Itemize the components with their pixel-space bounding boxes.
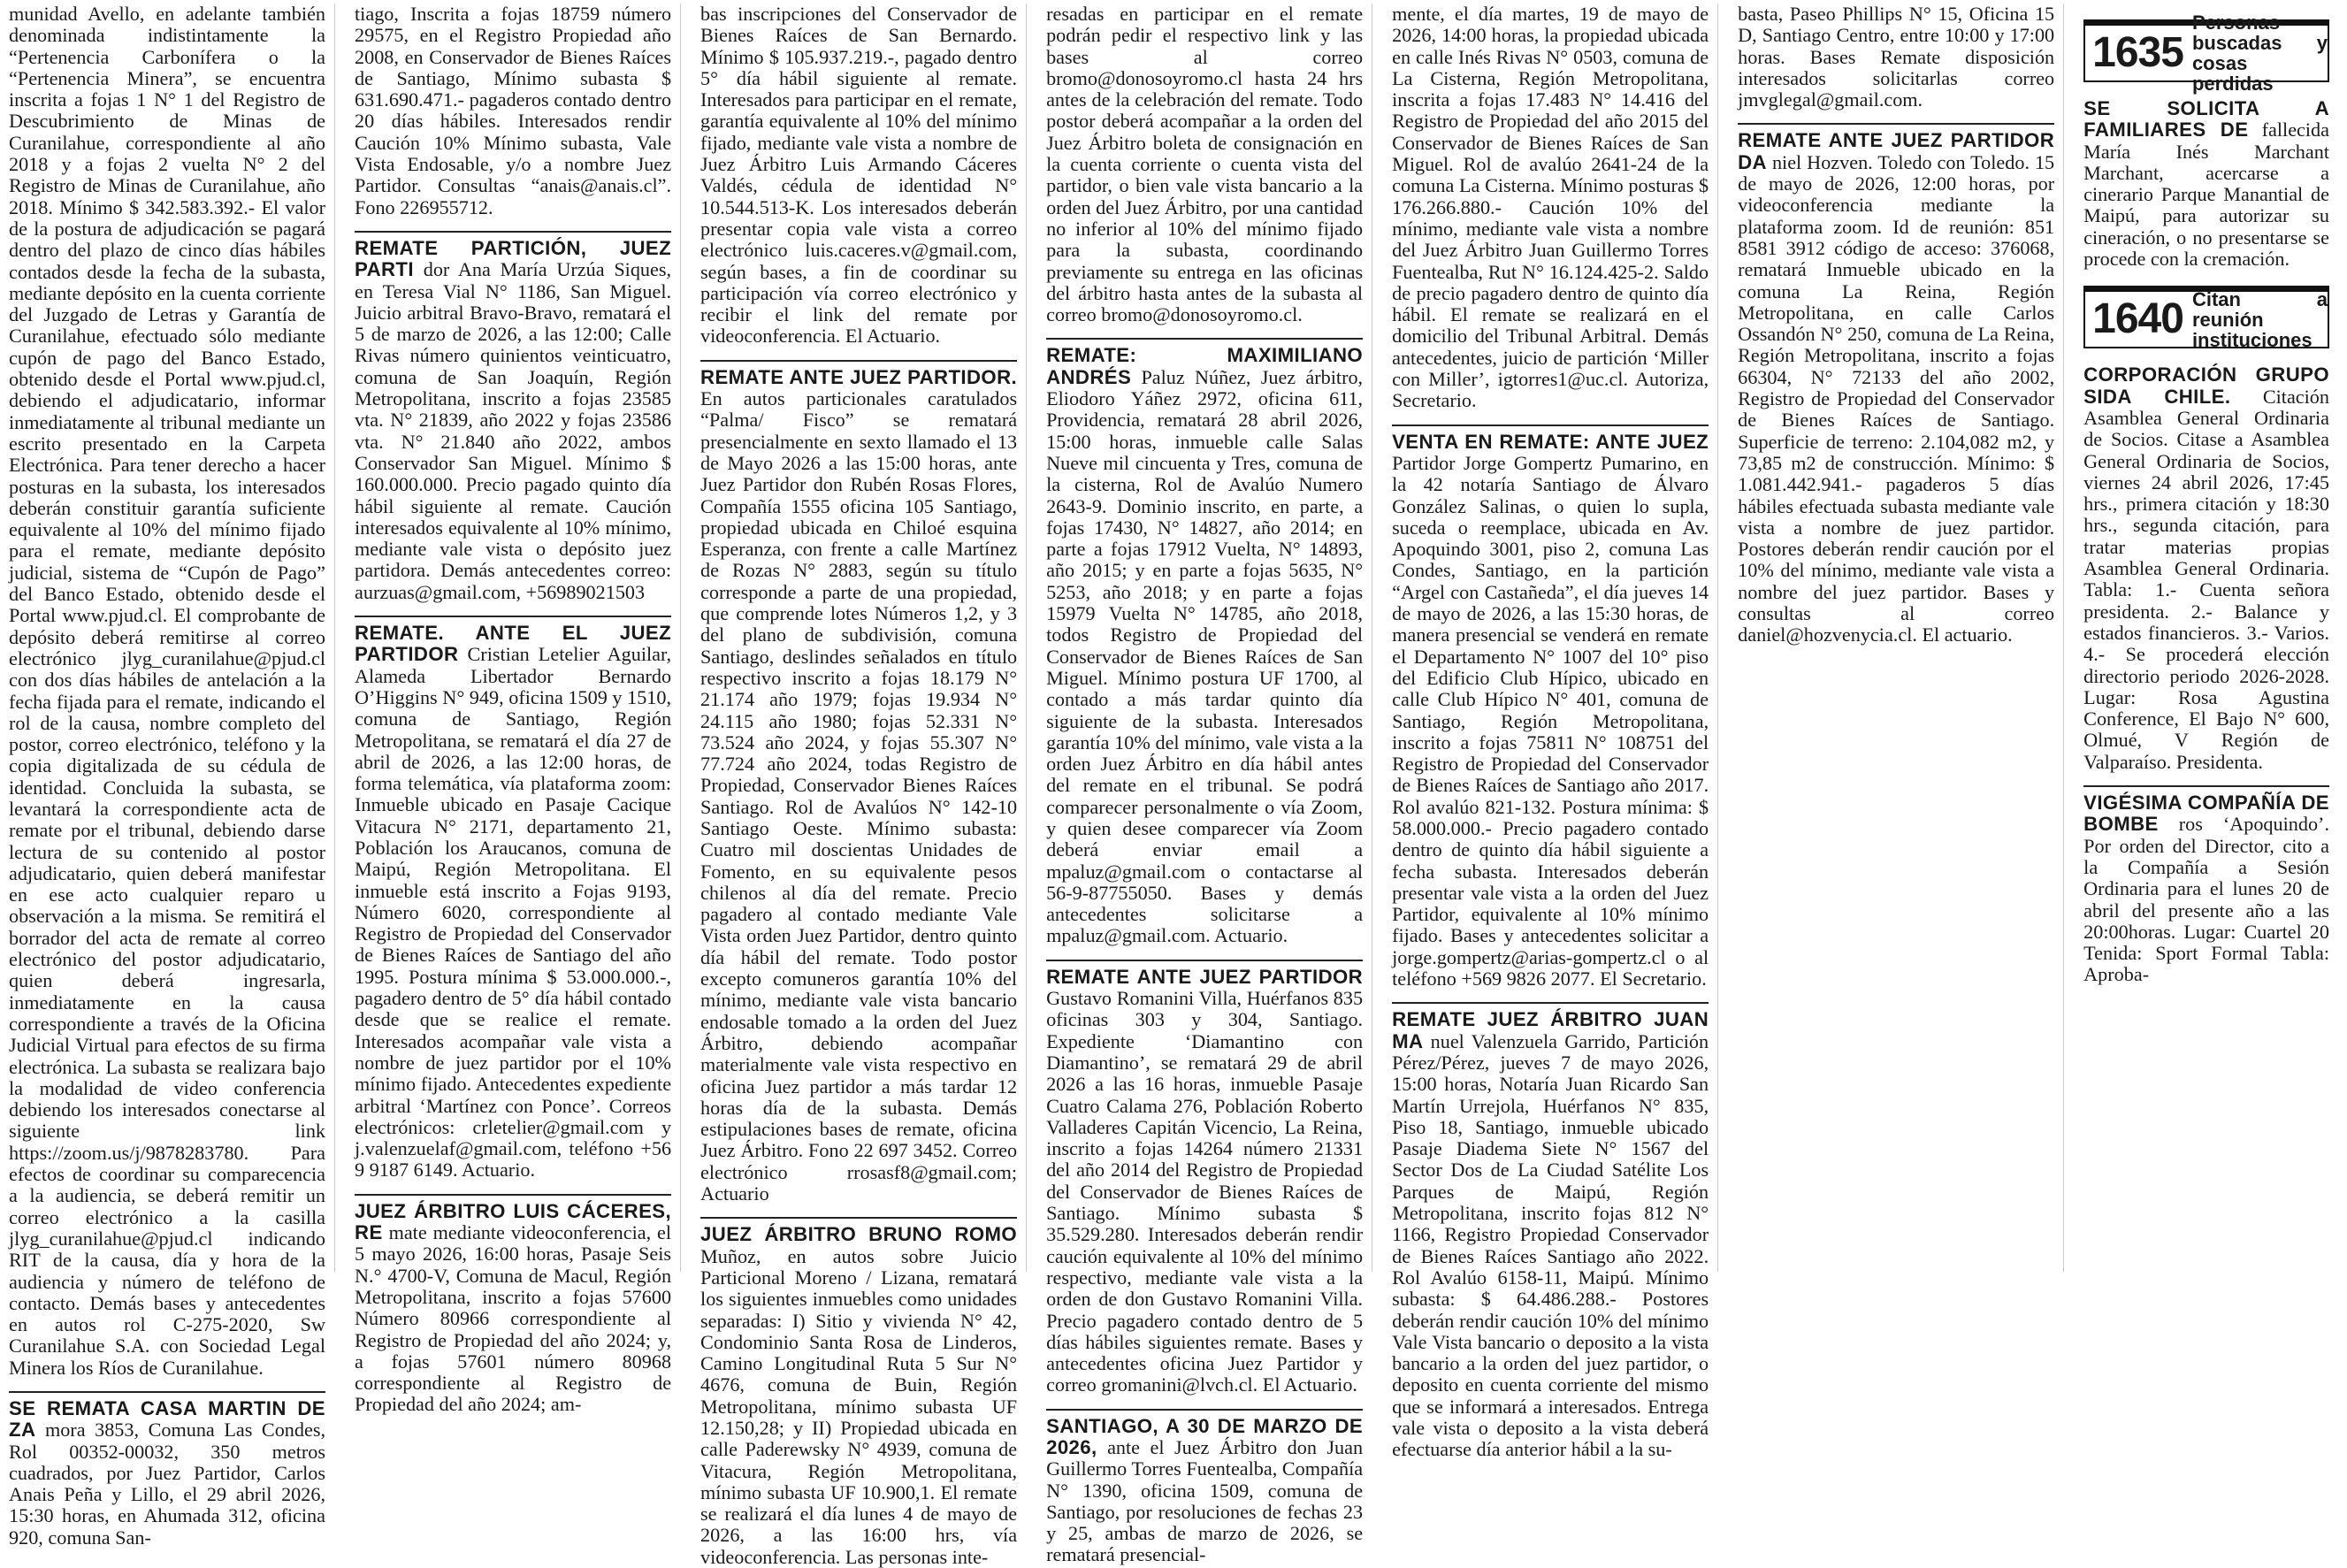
notice bbox=[700, 4, 1017, 348]
notice bbox=[2083, 364, 2329, 773]
notice bbox=[1738, 4, 2054, 111]
divider bbox=[355, 616, 671, 617]
divider bbox=[1046, 338, 1363, 340]
notice-heading: SANTIAGO, A 30 DE MARZO DE 2026, bbox=[1046, 1414, 1364, 1458]
divider bbox=[1392, 1002, 1709, 1004]
section-header-1640 bbox=[2083, 286, 2329, 351]
notice bbox=[700, 367, 1017, 1205]
notice-body: mente, el día martes, 19 de mayo de 2026, 14:00 horas, la propiedad ubicada en calle Inés Rivas N° 0503, comuna de La Cisterna, Región Metropolitana, inscrita a fojas 17.483 N° 14.416 del Registro de Propiedad del año 2015 del Conservador de Bienes Raíces de San Miguel. Rol de avalúo 2641-24 de la comuna La Cisterna. Mínimo posturas $ 176.266.880.- Caución 10% del mínimo, mediante vale vista a nombre del Juez Árbitro Juan Guillermo Torres Fuentealba, Rut N° 16.124.425-2. Saldo de precio pagadero dentro de quinto día hábil. El remate se realizará en el domicilio del Tribunal Arbitral. Demás antecedentes, juicio de partición ‘Miller con Miller’, igtorres1@uc.cl. Autoriza, Secretario. bbox=[1392, 3, 1709, 412]
column-4 bbox=[1046, 3, 1372, 1566]
notice bbox=[1046, 4, 1363, 325]
divider bbox=[700, 360, 1017, 362]
notice-body: ros ‘Apoquindo’. Por orden del Director, cito a la Compañía a Sesión Ordinaria para el lunes 20 de abril del presente año a las 20:00horas. Lugar: Cuartel 20 Tenida: Sport Formal Tabla: Aproba- bbox=[2083, 813, 2329, 986]
divider bbox=[1738, 123, 2054, 125]
divider bbox=[9, 1391, 325, 1393]
notice bbox=[1046, 967, 1363, 1396]
notice bbox=[355, 4, 671, 218]
notice bbox=[9, 1398, 325, 1549]
notice bbox=[1046, 345, 1363, 946]
section-label: Citan a reunión instituciones bbox=[2191, 287, 2328, 351]
notice-heading: JUEZ ÁRBITRO LUIS CÁCERES, RE bbox=[355, 1199, 672, 1244]
notice-heading: REMATE: MAXIMILIANO ANDRÉS bbox=[1046, 344, 1364, 388]
section-number: 1640 bbox=[2092, 295, 2183, 343]
notice bbox=[355, 623, 671, 1182]
notice-heading: REMATE ANTE JUEZ PARTIDOR DA bbox=[1738, 129, 2055, 173]
notice bbox=[2083, 98, 2329, 270]
notice-body: En autos particionales caratulados “Palma/ Fisco” se rematará presencialmente en sexto llamado el 13 de Mayo 2026 a las 15:00 horas, ante Juez Partidor don Rubén Rosas Flores, Compañía 1555 oficina 105 Santiago, propiedad ubicada en Chiloé esquina Esperanza, con frente a calle Martínez de Rozas N° 2883, según su título corresponde a parte de una propiedad, que comprende lotes Números 1,2, y 3 del plano de subdivisión, comuna Santiago, deslindes señalados en título respectivo inscrito a fojas 18.179 N° 21.174 año 1979; fojas 19.934 N° 24.115 año 1980; fojas 52.331 N° 73.524 año 2024, y fojas 55.307 N° 77.724 año 2024, todas Registro de Propiedad, Conservador Bienes Raíces Santiago. Rol de Avalúos N° 142-10 Santiago Oeste. Mínimo subasta: Cuatro mil doscientas Unidades de Fomento, en su equivalente pesos chilenos al día del remate. Precio pagadero al contado mediante Vale Vista orden Juez Partidor, dentro quinto día hábil del remate. Todo postor excepto comuneros garantía 10% del mínimo, mediante vale vista bancario endosable tomado a la orden del Juez Árbitro, debiendo acompañar materialmente vale vista respectivo en oficina Juez partidor a más tardar 12 horas día de la subasta. Demás estipulaciones bases de remate, oficina Juez Árbitro. Fono 22 697 3452. Correo electrónico rrosasf8@gmail.com; Actuario bbox=[700, 387, 1018, 1205]
notice-body: Muñoz, en autos sobre Juicio Particional Moreno / Lizana, rematará los siguientes inmuebles como unidades separadas: I) Sitio y vivienda N° 42, Condominio Santa Rosa de Linderos, Camino Longitudinal Ruta 5 Sur N° 4676, comuna de Buin, Región Metropolitana, mínimo subasta UF 12.150,28; y II) Propiedad ubicada en calle Paderewsky N° 4939, comuna de Vitacura, Región Metropolitana, mínimo subasta UF 10.900,1. El remate se realizará el día lunes 4 de mayo de 2026, a las 16:00 hrs, vía videoconferencia. Las personas inte- bbox=[700, 1244, 1018, 1568]
section-number: 1635 bbox=[2092, 29, 2183, 76]
notice-heading: REMATE ANTE JUEZ PARTIDOR. bbox=[700, 365, 1018, 388]
notice bbox=[355, 238, 671, 603]
notice bbox=[355, 1201, 671, 1416]
column-5 bbox=[1392, 3, 1718, 1461]
notice bbox=[700, 1224, 1017, 1568]
notice-body: tiago, Inscrita a fojas 18759 número 29575, en el Registro Propiedad año 2008, en Conservador de Bienes Raíces de Santiago, Mínimo subasta $ 631.690.471.- pagaderos contado dentro 20 días hábiles. Interesados rendir Caución 10% Mínimo subasta, Vale Vista Endosable, y/o a nombre Juez Partidor. Consultas “anais@anais.cl”. Fono 226955712. bbox=[355, 3, 672, 218]
notice-body: Partidor Jorge Gompertz Pumarino, en la 42 notaría Santiago de Álvaro González Salinas, o quien lo supla, suceda o reemplace, ubicada en Av. Apoquindo 3001, piso 2, comuna Las Condes, Santiago, en la partición “Argel con Castañeda”, el día jueves 14 de mayo de 2026, a las 15:30 horas, de manera presencial se venderá en remate el Departamento N° 1007 del 10° piso del Edificio Club Hípico, ubicado en calle Club Hípico N° 401, comuna de Santiago, Región Metropolitana, inscrito a fojas 75811 N° 108751 del Registro de Propiedad del Conservador de Bienes Raíces de Santiago año 2017. Rol avalúo 821-132. Postura mínima: $ 58.000.000.- Precio pagadero contado dentro de quinto día hábil siguiente a fecha subasta. Interesados deberán presentar vale vista a la orden del Juez Partidor, equivalente al 10% mínimo fijado. Bases y antecedentes solicitar a jorge.gompertz@arias-gompertz.cl o al teléfono +569 9826 2077. El Secretario. bbox=[1392, 451, 1709, 991]
notice-body: dor Ana María Urzúa Siques, en Teresa Vial N° 1186, San Miguel. Juicio arbitral Bravo-Bravo, rematará el 5 de marzo de 2026, a las 12:00; Calle Rivas número quinientos veinticuatro, comuna de San Joaquín, Región Metropolitana, inscrito a fojas 23585 vta. N° 21839, año 2022 y fojas 23586 vta. N° 21.840 año 2022, ambos Conservador San Miguel. Mínimo $ 160.000.000. Precio pagado quinto día hábil siguiente al remate. Caución interesados equivalente al 10% mínimo, mediante vale vista o depósito juez partidora. Demás antecedentes correo: aurzuas@gmail.com, +56989021503 bbox=[355, 258, 672, 603]
column-2 bbox=[355, 3, 681, 1416]
notice-body: resadas en participar en el remate podrán pedir el respectivo link y las bases al correo bromo@donosoyromo.cl hasta 24 hrs antes de la celebración del remate. Todo postor deberá acompañar a la orden del Juez Árbitro boleta de consignación en la cuenta corriente o cuenta vista del partidor, o bien vale vista bancario a la orden del Juez Árbitro, por una cantidad no inferior al 10% del mínimo fijado para la subasta, coordinando previamente su entrega en las oficinas del árbitro hasta antes de la subasta al correo bromo@donosoyromo.cl. bbox=[1046, 3, 1364, 326]
notice bbox=[1392, 4, 1709, 412]
divider bbox=[1046, 960, 1363, 961]
notice-heading: REMATE. ANTE EL JUEZ PARTIDOR bbox=[355, 622, 672, 666]
column-7 bbox=[2083, 4, 2338, 1272]
notice-body: munidad Avello, en adelante también denominada indistintamente la “Pertenencia Carbonífera o la “Pertenencia Minera”, se encuentra inscrita a fojas 1 N° 1 del Registro de Descubrimiento de Minas de Curanilahue, correspondiente al año 2018 y a fojas 2 vuelta N° 2 del Registro de Minas de Curanilahue, año 2018. Mínimo $ 342.583.392.- El valor de la postura de adjudicación se pagará dentro del plazo de cinco días hábiles contados desde la fecha de la subasta, mediante depósito en la cuenta corriente del Juzgado de Letras y Garantía de Curanilahue, efectuado sólo mediante cupón de pago del Banco Estado, obtenido desde el Portal www.pjud.cl, debiendo el adjudicatario, informar inmediatamente al tribunal mediante un escrito presentado en la Carpeta Electrónica. Para tener derecho a hacer posturas en la subasta, los interesados deberán constituir garantía suficiente equivalente al 10% del mínimo fijado para el remate, mediante depósito judicial, sistema de “Cupón de Pago” del Banco Estado, obtenido desde el Portal www.pjud.cl. El comprobante de depósito deberá remitirse al correo electrónico jlyg_curanilahue@pjud.cl con dos días hábiles de antelación a la fecha fijada para el remate, indicando el rol de la causa, nombre completo del postor, correo electrónico, teléfono y la copia digitalizada de su cédula de identidad. Concluida la subasta, se levantará la correspondiente acta de remate por el tribunal, debiendo darse lectura de su contenido al postor adjudicatario, quien deberá manifestar en ese acto cualquier reparo u observación a la misma. Se remitirá el borrador del acta de remate al correo electrónico del postor adjudicatario, quien deberá ingresarla, inmediatamente en la causa correspondiente a través de la Oficina Judicial Virtual para efectos de su firma electrónica. La subasta se realizara bajo la modalidad de video conferencia debiendo los interesados conectarse al siguiente link https://zoom.us/j/9878283780. Para efectos de coordinar su comparecencia a la audiencia, se deberá remitir un correo electrónico a la casilla jlyg_curanilahue@pjud.cl indicando RIT de la causa, día y hora de la audiencia y número de teléfono de contacto. Demás bases y antecedentes en autos rol C-275-2020, Sw Curanilahue S.A. con Sociedad Legal Minera los Ríos de Curanilahue. bbox=[9, 3, 326, 1379]
notice-body: mate mediante videoconferencia, el 5 mayo 2026, 16:00 horas, Pasaje Seis N.° 4700-V, Comuna de Macul, Región Metropolitana, inscrito a fojas 57600 Número 80966 correspondiente al Registro de Propiedad del año 2024; y, a fojas 57601 número 80968 correspondiente al Registro de Propiedad del año 2024; am- bbox=[355, 1221, 672, 1416]
divider bbox=[355, 1194, 671, 1196]
notice-body: Cristian Letelier Aguilar, Alameda Libertador Bernardo O’Higgins N° 949, oficina 1509 y 1510, comuna de Santiago, Región Metropolitana, se rematará el día 27 de abril de 2026, a las 12:00 horas, de forma telemática, vía plataforma zoom: Inmueble ubicado en Pasaje Cacique Vitacura N° 2171, departamento 21, Población los Araucanos, comuna de Maipú, Región Metropolitana. El inmueble está inscrito a Fojas 9193, Número 6020, correspondiente al Registro de Propiedad del Conservador de Bienes Raíces de Santiago del año 1995. Postura mínima $ 53.000.000.-, pagadero dentro de 5° día hábil contado desde que se realice el remate. Interesados acompañar vale vista a nombre de juez partidor por el 10% mínimo fijado. Antecedentes expediente arbitral ‘Martínez con Ponce’. Correos electrónicos: crletelier@gmail.com y j.valenzuelaf@gmail.com, teléfono +56 9 9187 6149. Actuario. bbox=[355, 643, 672, 1182]
notice-heading: SE REMATA CASA MARTIN DE ZA bbox=[9, 1397, 326, 1442]
notice-heading: VIGÉSIMA COMPAÑÍA DE BOMBE bbox=[2083, 792, 2329, 836]
column-3 bbox=[700, 3, 1027, 1568]
notice bbox=[1046, 1416, 1363, 1566]
notice bbox=[1392, 1009, 1709, 1460]
column-6 bbox=[1738, 4, 2064, 1272]
notice-body: Paluz Núñez, Juez árbitro, Eliodoro Yáñez 2972, oficina 611, Providencia, rematará 28 abril 2026, 15:00 horas, inmueble calle Salas Nueve mil cincuenta y Tres, comuna de la cisterna, Rol de Avalúo Numero 2643-9. Dominio inscrito, en parte, a fojas 17430, N° 14827, año 2014; en parte a fojas 17912 Vuelta, N° 14893, año 2015; y en parte a fojas 5635, N° 5253, año 2018; y en parte a fojas 15979 Vuelta N° 14785, año 2018, todos Registro de Propiedad del Conservador de Bienes Raíces de San Miguel. Mínimo postura UF 1700, al contado a más tardar quinto día siguiente de la subasta. Interesados garantía 10% del mínimo, vale vista a la orden Juez Árbitro en día hábil antes del remate en el tribunal. Se podrá comparecer personalmente o vía Zoom, y quien desee comparecer vía Zoom deberá enviar email a mpaluz@gmail.com o contactarse al 56-9-87755050. Bases y demás antecedentes solicitarse a mpaluz@gmail.com. Actuario. bbox=[1046, 365, 1364, 947]
notice bbox=[1738, 130, 2054, 646]
divider bbox=[2083, 785, 2329, 787]
section-label: Personas buscadas y cosas perdidas bbox=[2191, 11, 2328, 95]
notice bbox=[9, 4, 325, 1379]
notice-heading: CORPORACIÓN GRUPO SIDA CHILE. bbox=[2083, 363, 2329, 408]
notice-body: ante el Juez Árbitro don Juan Guillermo Torres Fuentealba, Compañía N° 1390, oficina 1509, comuna de Santiago, por resoluciones de fechas 23 y 25, ambas de marzo de 2026, se rematará presencial- bbox=[1046, 1436, 1364, 1566]
divider bbox=[1046, 1409, 1363, 1411]
notice-heading: REMATE ANTE JUEZ PARTIDOR bbox=[1046, 965, 1364, 988]
notice-body: Gustavo Romanini Villa, Huérfanos 835 oficinas 303 y 304, Santiago. Expediente ‘Diamantino con Diamantino’, se rematará 29 de abril 2026 a las 16 horas, inmueble Pasaje Cuatro Calama 276, Población Roberto Valladeres Capitán Vicencio, La Reina, inscrito a fojas 14264 número 21331 del año 2014 del Registro de Propiedad del Conservador de Bienes Raíces de Santiago. Mínimo subasta $ 35.529.280. Interesados deberán rendir caución equivalente al 10% del mínimo respectivo, mediante vale vista a la orden de don Gustavo Romanini Villa. Precio pagadero contado dentro de 5 días hábiles siguientes remate. Bases y antecedentes oficina Juez Partidor y correo gromanini@lvch.cl. El Actuario. bbox=[1046, 987, 1364, 1396]
notice-body: mora 3853, Comuna Las Condes, Rol 00352-00032, 350 metros cuadrados, por Juez Partidor, Carlos Anais Peña y Lillo, el 29 abril 2026, 15:30 horas, en Ahumada 312, oficina 920, comuna San- bbox=[9, 1419, 326, 1549]
notice-body: basta, Paseo Phillips N° 15, Oficina 15 D, Santiago Centro, entre 10:00 y 17:00 horas. Bases Remate disposición interesados solicitarlas correo jmvglegal@gmail.com. bbox=[1738, 3, 2055, 111]
notice-heading: VENTA EN REMATE: ANTE JUEZ bbox=[1392, 430, 1709, 453]
notice-heading: JUEZ ÁRBITRO BRUNO ROMO bbox=[700, 1223, 1018, 1246]
section-header-1635 bbox=[2083, 11, 2329, 95]
notice-body: fallecida María Inés Marchant Marchant, acercarse a cinerario Parque Manantial de Maipú, para autorizar su cineración, o no presentarse se procede con la cremación. bbox=[2083, 119, 2329, 271]
notice-body: nuel Valenzuela Garrido, Partición Pérez/Pérez, jueves 7 de mayo 2026, 15:00 horas, Notaría Juan Ricardo San Martín Urrejola, Huérfanos N° 835, Piso 18, Santiago, inmueble ubicado Pasaje Diadema Siete N° 1567 del Sector Dos de La Ciudad Satélite Los Parques de Maipú, Región Metropolitana, inscrito fojas 812 N° 1166, Registro Propiedad Conservador de Bienes Raíces Santiago año 2022. Rol Avalúo 6158-11, Maipú. Mínimo subasta: $ 64.486.288.- Postores deberán rendir caución 10% del mínimo Vale Vista bancario o deposito a la vista bancario a la orden del juez partidor, o deposito en cuenta corriente del mismo que se informará a interesados. Entrega vale vista o deposito a la vista deberá efectuarse día anterior hábil a la su- bbox=[1392, 1029, 1709, 1461]
notice bbox=[1392, 432, 1709, 991]
divider bbox=[700, 1217, 1017, 1219]
notice-heading: SE SOLICITA A FAMILIARES DE bbox=[2083, 97, 2329, 142]
divider bbox=[355, 231, 671, 233]
column-1 bbox=[9, 3, 335, 1549]
notice-body: niel Hozven. Toledo con Toledo. 15 de mayo de 2026, 12:00 horas, por videoconferencia mediante la plataforma zoom. Id de reunión: 851 8581 3912 código de acceso: 376068, rematará Inmueble ubicado en la comuna La Reina, Región Metropolitana, en calle Carlos Ossandón N° 250, comuna de La Reina, Región Metropolitana, inscrito a fojas 66304, N° 72133 del año 2002, Registro de Propiedad del Conservador de Bienes Raíces de Santiago. Superficie de terreno: 2.104,082 m2, y 73,85 m2 de construcción. Mínimo: $ 1.081.442.941.- pagaderos 5 días hábiles efectuada subasta mediante vale vista a nombre de juez partidor. Postores deberán rendir caución por el 10% del mínimo, mediante vale vista a nombre del juez partidor. Bases y consultas al correo daniel@hozvenycia.cl. El actuario. bbox=[1738, 150, 2055, 646]
notice-body: Citación Asamblea General Ordinaria de Socios. Citase a Asamblea General Ordinaria de Socios, viernes 24 abril 2026, 17:45 hrs., primera citación y 18:30 hrs., segunda citación, para tratar materias propias Asamblea General Ordinaria. Tabla: 1.- Cuenta señora presidenta. 2.- Balance y estados financieros. 3.- Varios. 4.- Se procederá elección directorio periodo 2026-2028. Lugar: Rosa Agustina Conference, El Bajo N° 600, Olmué, V Región de Valparaíso. Presidenta. bbox=[2083, 385, 2329, 773]
divider bbox=[1392, 425, 1709, 426]
notice-heading: REMATE JUEZ ÁRBITRO JUAN MA bbox=[1392, 1008, 1709, 1052]
notice-body: bas inscripciones del Conservador de Bienes Raíces de San Bernardo. Mínimo $ 105.937.219.-, pagado dentro 5° día hábil siguiente al remate. Interesados para participar en el remate, garantía equivalente al 10% del mínimo fijado, mediante vale vista a nombre de Juez Árbitro Luis Armando Cáceres Valdés, cédula de identidad N° 10.544.513-K. Los interesados deberán presentar copia vale vista a correo electrónico luis.caceres.v@gmail.com, según bases, a fin de coordinar su participación vía correo electrónico y recibir el link del remate por videoconferencia. El Actuario. bbox=[700, 3, 1018, 348]
notice-heading: REMATE PARTICIÓN, JUEZ PARTI bbox=[355, 236, 672, 281]
notice bbox=[2083, 792, 2329, 986]
